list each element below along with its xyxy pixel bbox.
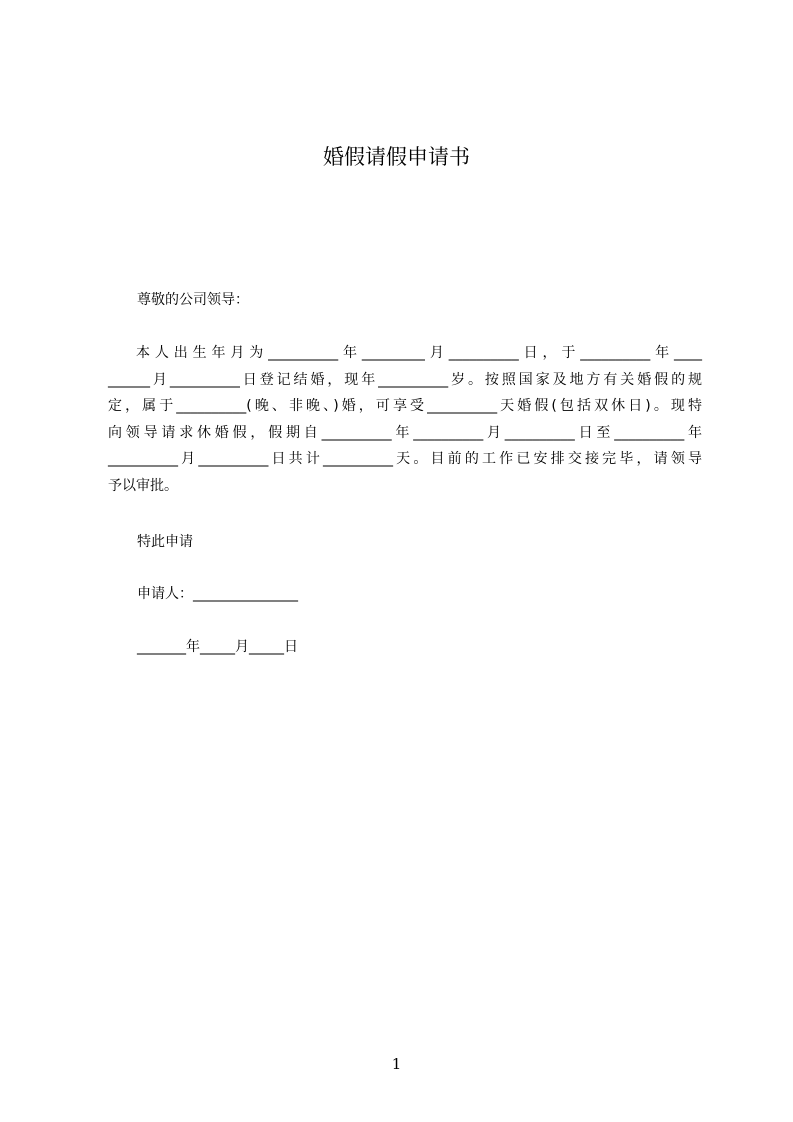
date-line: _______年_____月_____日: [137, 639, 298, 655]
salutation: 尊敬的公司领导：: [137, 292, 249, 308]
page-number: 1: [391, 1055, 402, 1073]
body-line-2: ______月__________日登记结婚，现年__________岁。按照国家及地方有关婚假的规: [108, 371, 702, 388]
body-line-5: __________月__________日共计__________天。目前的工作已安排交接完毕，请领导: [108, 451, 702, 467]
body-line-1: 本人出生年月为__________年_________月__________日，于__________年____: [108, 345, 702, 361]
closing-text: 特此申请: [137, 534, 193, 550]
body-line-6: 予以审批。: [108, 477, 178, 494]
applicant-signature-line: 申请人：_______________: [137, 586, 298, 602]
body-line-4: 向领导请求休婚假，假期自__________年__________月__________日至__________年: [108, 424, 702, 441]
body-paragraph: [108, 341, 702, 500]
document-title: 婚假请假申请书: [323, 145, 470, 169]
body-line-3: 定，属于__________(晚、非晚、)婚，可享受__________天婚假(包括双休日)。现特: [108, 398, 702, 414]
